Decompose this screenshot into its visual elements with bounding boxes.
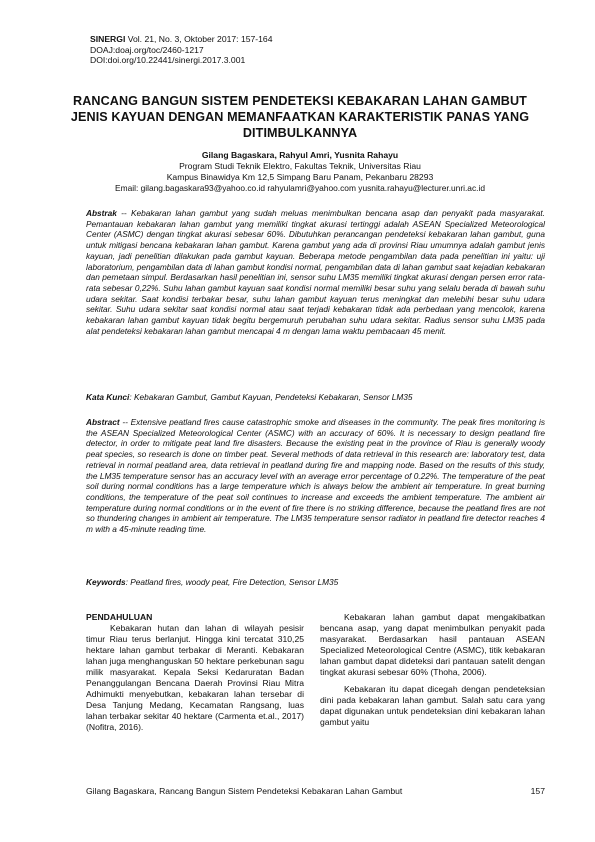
intro-paragraph-2: Kebakaran lahan gambut dapat mengakibatkan bencana asap, yang dapat menimbulkan penyakit pada masyarakat. Berdasarkan hasil pantauan ASEAN Specialized Meteorological Centre (ASMC), titik kebakaran lahan gambut dapat dideteksi dari pantauan satelit dengan tingkat akurasi sebesar 60% (Thoha, 2006).	[320, 612, 545, 677]
journal-name: SINERGI	[90, 34, 126, 44]
body-column-right	[320, 612, 545, 734]
footer-running-title: Gilang Bagaskara, Rancang Bangun Sistem Pendeteksi Kebakaran Lahan Gambut	[86, 786, 403, 796]
intro-paragraph-1: Kebakaran hutan dan lahan di wilayah pesisir timur Riau terus berlanjut. Hingga kini tercatat 310,25 hektare lahan gambut terbakar di Meranti. Kebakaran lahan juga menghanguskan 50 hektare perkebunan sagu milik masyarakat. Kepala Seksi Kedaruratan Badan Penanggulangan Bencana Daerah Provinsi Riau Mitra Adhimukti menyebutkan, kebakaran lahan tersebar di Desa Tanjung Medang, Kecamatan Rangsang, luas lahan terbakar sekitar 40 hektare (Carmenta et.al., 2017) (Nofitra, 2016).	[86, 623, 304, 732]
doi-line: DOI:doi.org/10.22441/sinergi.2017.3.001	[90, 55, 246, 65]
paper-title: RANCANG BANGUN SISTEM PENDETEKSI KEBAKARAN LAHAN GAMBUT JENIS KAYUAN DENGAN MEMANFAATKAN KARAKTERISTIK PANAS YANG DITIMBULKANNYA	[70, 94, 530, 140]
abstrak-text: -- Kebakaran lahan gambut yang sudah meluas menimbulkan bencana asap dan penyakit pada masyarakat. Pemantauan kebakaran lahan gambut yang memiliki tingkat akurasi tertinggi adalah ASEAN Specialized Meteorological Center (ASMC) dengan tingkat akurasi sebesar 60%. Dibutuhkan perancangan pendeteksi kebakaran lahan gambut, guna untuk mitigasi bencana kebakaran lahan gambut. Karena gambut yang ada di provinsi Riau umumnya adalah gambut jenis kayuan, jadi penelitian dilakukan pada gambut kayuan. Beberapa metode pengambilan data pada penelitian ini yaitu: uji laboratorium, pengambilan data di lahan gambut kondisi normal, pengambilan data di lahan gambut saat kejadian kebakaran dan pemetaan simpul. Berdasarkan hasil penelitian ini, sensor suhu LM35 memiliki tingkat akurasi dengan persen error rata-rata sebesar 0,22%. Suhu lahan gambut kayuan saat kondisi normal memiliki besar suhu yang selalu berada di bawah suhu udara sekitar. Saat kondisi terbakar besar, suhu lahan gambut kayuan terus meningkat dan melebihi besar suhu udara sekitar. Suhu udara sekitar saat kondisi normal atau saat terjadi kebakaran tidak ada perbedaan yang mencolok, karena kebakaran lahan gambut kayuan tidak begitu bergemuruh perubahan suhu udara sekitar. Radius sensor suhu LM35 pada alat pendeteksi kebakaran lahan gambut mencapai 4 m dengan lama waktu pembacaan 45 menit.	[86, 208, 545, 336]
keywords	[86, 577, 545, 588]
section-heading: PENDAHULUAN	[86, 612, 153, 622]
journal-header	[90, 34, 273, 66]
author-names: Gilang Bagaskara, Rahyul Amri, Yusnita Rahayu	[201, 150, 399, 160]
journal-volume: Vol. 21, No. 3, Oktober 2017: 157-164	[125, 34, 273, 44]
author-block	[70, 150, 530, 194]
author-affiliation: Program Studi Teknik Elektro, Fakultas Teknik, Universitas Riau	[179, 161, 421, 171]
doaj-line: DOAJ:doaj.org/toc/2460-1217	[90, 44, 204, 55]
intro-paragraph-3: Kebakaran itu dapat dicegah dengan pendeteksian dini pada kebakaran lahan gambut. Salah satu cara yang dapat digunakan untuk pendeteksian dini kebakaran lahan gambut yaitu	[320, 684, 545, 727]
kata-kunci-text: : Kebakaran Gambut, Gambut Kayuan, Pendeteksi Kebakaran, Sensor LM35	[129, 392, 413, 402]
abstract-english	[86, 417, 545, 535]
body-column-left	[86, 612, 304, 739]
page-number: 157	[530, 786, 545, 796]
author-address: Kampus Binawidya Km 12,5 Simpang Baru Panam, Pekanbaru 28293	[166, 172, 434, 182]
kata-kunci	[86, 392, 545, 403]
keywords-text: : Peatland fires, woody peat, Fire Detection, Sensor LM35	[125, 577, 339, 587]
page-footer	[86, 786, 545, 796]
author-emails: Email: gilang.bagaskara93@yahoo.co.id rahyulamri@yahoo.com yusnita.rahayu@lecturer.unri.ac.id	[115, 183, 485, 193]
keywords-label: Keywords	[86, 577, 126, 587]
abstrak-label: Abstrak	[86, 208, 117, 218]
abstrak-indonesian	[86, 208, 545, 336]
kata-kunci-label: Kata Kunci	[86, 392, 130, 402]
abstract-label: Abstract	[86, 417, 120, 427]
abstract-text: -- Extensive peatland fires cause catastrophic smoke and diseases in the community. The peak fires monitoring is the ASEAN Specialized Meteorological Center (ASMC) with an accuracy of 60%. It is necessary to design peatland fire detector, in order to mitigate peat land fire disasters. Because the existing peat in the province of Riau is generally woody peat species, so research is done on timber peat. Several methods of data retrieval in this research are: laboratory test, data retrieval in normal peatland area, data retrieval in peatland during fire and mapping node. Based on the results of this study, the LM35 temperature sensor has an accuracy level with an average error percentage of 0.22%. The temperature of the peat soil during normal conditions has a large temperature which is always below the ambient air temperature. In great burning conditions, the temperature of the peat soil continues to increase and exceeds the ambient temperature. The ambient air temperature during normal conditions or in the event of fire there is no striking difference, because the peatland fires are not so thundering changes in ambient air temperature. The LM35 temperature sensor radiator in peatland fire detector reaches 4 m with a 45-minute reading time.	[86, 417, 545, 535]
journal-citation	[90, 34, 273, 45]
